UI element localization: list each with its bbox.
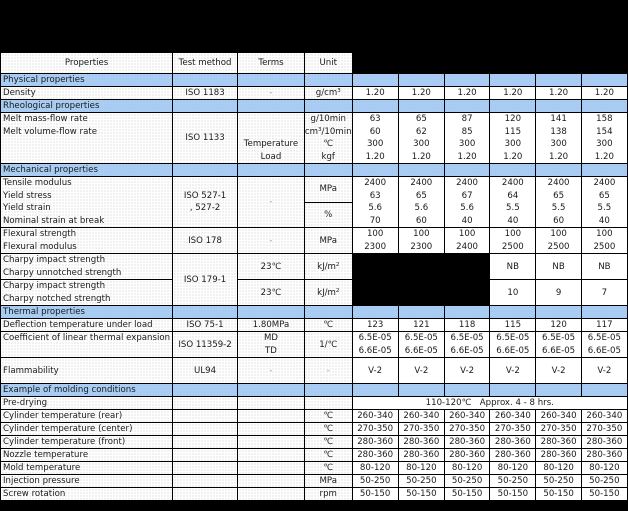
header-grade-area-redacted <box>352 53 627 74</box>
redacted-block <box>352 254 490 306</box>
value-cell: 50-150 <box>536 488 581 501</box>
unit: ℃ <box>304 436 352 449</box>
value-cell: 260-340 <box>444 410 489 423</box>
value-cell: 280-360 <box>352 449 398 462</box>
property-label: Pre-drying <box>1 397 173 410</box>
terms: 23℃ <box>238 280 305 306</box>
value-cell: V-2 <box>581 358 627 384</box>
value-cell: 120 <box>536 319 581 332</box>
table-row-deflection <box>1 319 628 332</box>
value-cell: 270-350 <box>352 423 398 436</box>
terms: Temperature Load <box>238 113 305 164</box>
value-cell: 6.5E-05 6.6E-05 <box>490 332 536 358</box>
value-cell: 280-360 <box>352 436 398 449</box>
value-cell: 260-340 <box>398 410 444 423</box>
value-cell: 7 <box>581 280 627 306</box>
property-label: Coefficient of linear thermal expansion <box>1 332 173 358</box>
value-cell: 2400 64 5.5 40 <box>490 177 536 228</box>
value-cell: 50-150 <box>490 488 536 501</box>
unit: ℃ <box>304 423 352 436</box>
units: g/10min $cm^3/10\min$ ℃ kgf <box>304 114 352 162</box>
header-row <box>1 53 628 74</box>
unit: ℃ <box>304 449 352 462</box>
value-cell: 270-350 <box>398 423 444 436</box>
property-label: Screw rotation <box>1 488 173 501</box>
section-row-physical <box>1 74 628 87</box>
value-cell: 141 138 300 1.20 <box>536 113 581 164</box>
unit: $g/cm^3$ <box>304 87 352 100</box>
section-row-mechanical <box>1 164 628 177</box>
table-row-molding <box>1 410 628 423</box>
value-cell: 121 <box>398 319 444 332</box>
value-cell: 280-360 <box>444 449 489 462</box>
test-method: ISO 11359-2 <box>173 332 238 358</box>
value-cell: 118 <box>444 319 489 332</box>
value-cell: 50-250 <box>490 475 536 488</box>
terms: - <box>238 177 305 228</box>
value-cell: 117 <box>581 319 627 332</box>
table-row-molding <box>1 423 628 436</box>
value-cell: 1.20 <box>581 87 627 100</box>
table-row-charpy-notched <box>1 280 628 306</box>
unit: rpm <box>304 488 352 501</box>
properties-table <box>0 52 628 501</box>
property-label: Injection pressure <box>1 475 173 488</box>
properties-table-sheet <box>0 52 628 501</box>
property-label: Cylinder temperature (rear) <box>1 410 173 423</box>
value-cell: 80-120 <box>581 462 627 475</box>
value-cell: 50-150 <box>444 488 489 501</box>
unit: ℃ <box>304 410 352 423</box>
value-cell: 260-340 <box>490 410 536 423</box>
unit: MPa <box>304 228 352 254</box>
value-cell: 80-120 <box>398 462 444 475</box>
unit: MPa <box>304 177 352 203</box>
value-cell: 50-250 <box>581 475 627 488</box>
table-row-melt-flow <box>1 113 628 164</box>
value-cell: 10 <box>490 280 536 306</box>
test-method: ISO 179-1 <box>173 254 238 306</box>
value-cell: NB <box>581 254 627 280</box>
property-label: Mold temperature <box>1 462 173 475</box>
terms: - <box>238 87 305 100</box>
table-row-molding <box>1 449 628 462</box>
table-row-flexural <box>1 228 628 254</box>
value-cell: 6.5E-05 6.6E-05 <box>352 332 398 358</box>
value-cell: 6.5E-05 6.6E-05 <box>398 332 444 358</box>
property-label: Cylinder temperature (front) <box>1 436 173 449</box>
test-method: ISO 1183 <box>173 87 238 100</box>
property-labels: Melt mass-flow rate Melt volume-flow rate <box>1 113 173 164</box>
value-cell: 100 2500 <box>536 228 581 254</box>
terms: 23℃ <box>238 254 305 280</box>
value-cell: 63 60 300 1.20 <box>352 113 398 164</box>
value-cell: 260-340 <box>581 410 627 423</box>
value-cell: 280-360 <box>398 436 444 449</box>
value-cell: 280-360 <box>490 436 536 449</box>
section-row-rheological <box>1 100 628 113</box>
property-labels: Charpy impact strength Charpy notched strength <box>1 280 173 306</box>
value-cell: 100 2400 <box>444 228 489 254</box>
value-cell: 100 2300 <box>352 228 398 254</box>
value-cell: 270-350 <box>536 423 581 436</box>
value-cell: 270-350 <box>581 423 627 436</box>
value-cell: 100 2500 <box>490 228 536 254</box>
table-row-tensile-a <box>1 177 628 203</box>
unit: $kJ/m^2$ <box>304 254 352 280</box>
value-cell: 1.20 <box>490 87 536 100</box>
table-row-charpy-unnotched <box>1 254 628 280</box>
value-cell: 50-150 <box>581 488 627 501</box>
value-cell: 50-150 <box>352 488 398 501</box>
value-cell: 280-360 <box>398 449 444 462</box>
terms: - <box>238 228 305 254</box>
table-row-density <box>1 87 628 100</box>
value-cell: 270-350 <box>444 423 489 436</box>
value-cell: 50-150 <box>398 488 444 501</box>
value-cell: 120 115 300 1.20 <box>490 113 536 164</box>
test-method: UL94 <box>173 358 238 384</box>
value-cell: 115 <box>490 319 536 332</box>
value-cell: 280-360 <box>536 449 581 462</box>
unit: MPa <box>304 475 352 488</box>
predrying-value: 110-120℃ Approx. 4 - 8 hrs. <box>352 397 627 410</box>
property-label: Flammability <box>1 358 173 384</box>
unit: ℃ <box>304 319 352 332</box>
section-title: Rheological properties <box>1 100 173 113</box>
table-row-predrying <box>1 397 628 410</box>
value-cell: 1.20 <box>444 87 489 100</box>
property-labels: Charpy impact strength Charpy unnotched strength <box>1 254 173 280</box>
value-cell: 50-250 <box>536 475 581 488</box>
value-cell: 270-350 <box>490 423 536 436</box>
table-row-molding <box>1 475 628 488</box>
property-label: Deflection temperature under load <box>1 319 173 332</box>
value-cell: 50-250 <box>352 475 398 488</box>
value-cell: 1.20 <box>352 87 398 100</box>
value-cell: 123 <box>352 319 398 332</box>
header-terms: Terms <box>238 53 305 74</box>
property-labels: Tensile modulus Yield stress Yield strain Nominal strain at break <box>1 177 173 228</box>
section-row-molding <box>1 384 628 397</box>
value-cell: 2400 63 5.6 70 <box>352 177 398 228</box>
unit: % <box>304 202 352 228</box>
value-cell: 6.5E-05 6.6E-05 <box>536 332 581 358</box>
value-cell: NB <box>490 254 536 280</box>
value-cell: 280-360 <box>581 436 627 449</box>
section-title: Example of molding conditions <box>1 384 173 397</box>
table-row-molding <box>1 436 628 449</box>
property-label: Cylinder temperature (center) <box>1 423 173 436</box>
property-label: Nozzle temperature <box>1 449 173 462</box>
test-method: ISO 527-1 , 527-2 <box>173 177 238 228</box>
value-cell: V-2 <box>536 358 581 384</box>
value-cell: 1.20 <box>536 87 581 100</box>
test-method: ISO 1133 <box>173 113 238 164</box>
value-cell: 100 2500 <box>581 228 627 254</box>
value-cell: V-2 <box>398 358 444 384</box>
table-row-molding <box>1 488 628 501</box>
value-cell: 6.5E-05 6.6E-05 <box>444 332 489 358</box>
table-row-cte <box>1 332 628 358</box>
property-label: Density <box>1 87 173 100</box>
value-cell: 280-360 <box>444 436 489 449</box>
value-cell: 280-360 <box>490 449 536 462</box>
value-cell: NB <box>536 254 581 280</box>
section-row-thermal <box>1 306 628 319</box>
value-cell: 2400 65 5.6 60 <box>398 177 444 228</box>
section-title: Physical properties <box>1 74 173 87</box>
value-cell: 65 62 300 1.20 <box>398 113 444 164</box>
value-cell: 280-360 <box>536 436 581 449</box>
header-test-method: Test method <box>173 53 238 74</box>
value-cell: 80-120 <box>536 462 581 475</box>
value-cell: 2400 65 5.5 60 <box>536 177 581 228</box>
unit: $kJ/m^2$ <box>304 280 352 306</box>
value-cell: 1.20 <box>398 87 444 100</box>
value-cell: 80-120 <box>444 462 489 475</box>
value-cell: 87 85 300 1.20 <box>444 113 489 164</box>
unit: ℃ <box>304 462 352 475</box>
value-cell: 260-340 <box>536 410 581 423</box>
value-cell: 9 <box>536 280 581 306</box>
section-title: Mechanical properties <box>1 164 173 177</box>
unit: - <box>304 358 352 384</box>
terms: MD TD <box>238 332 305 358</box>
value-cell: 50-250 <box>444 475 489 488</box>
terms: - <box>238 358 305 384</box>
test-method: ISO 178 <box>173 228 238 254</box>
value-cell: 260-340 <box>352 410 398 423</box>
value-cell: 6.5E-05 6.6E-05 <box>581 332 627 358</box>
value-cell: 80-120 <box>352 462 398 475</box>
header-properties: Properties <box>1 53 173 74</box>
section-title: Thermal properties <box>1 306 173 319</box>
terms: 1.80MPa <box>238 319 305 332</box>
value-cell: 280-360 <box>581 449 627 462</box>
value-cell: 2400 65 5.5 40 <box>581 177 627 228</box>
test-method: ISO 75-1 <box>173 319 238 332</box>
property-labels: Flexural strength Flexural modulus <box>1 228 173 254</box>
value-cell: V-2 <box>444 358 489 384</box>
value-cell: 80-120 <box>490 462 536 475</box>
value-cell: V-2 <box>352 358 398 384</box>
value-cell: 158 154 300 1.20 <box>581 113 627 164</box>
value-cell: 50-250 <box>398 475 444 488</box>
value-cell: 2400 67 5.6 40 <box>444 177 489 228</box>
header-unit: Unit <box>304 53 352 74</box>
unit: 1/℃ <box>304 332 352 358</box>
value-cell: 100 2300 <box>398 228 444 254</box>
table-row-flammability <box>1 358 628 384</box>
value-cell: V-2 <box>490 358 536 384</box>
table-row-molding <box>1 462 628 475</box>
